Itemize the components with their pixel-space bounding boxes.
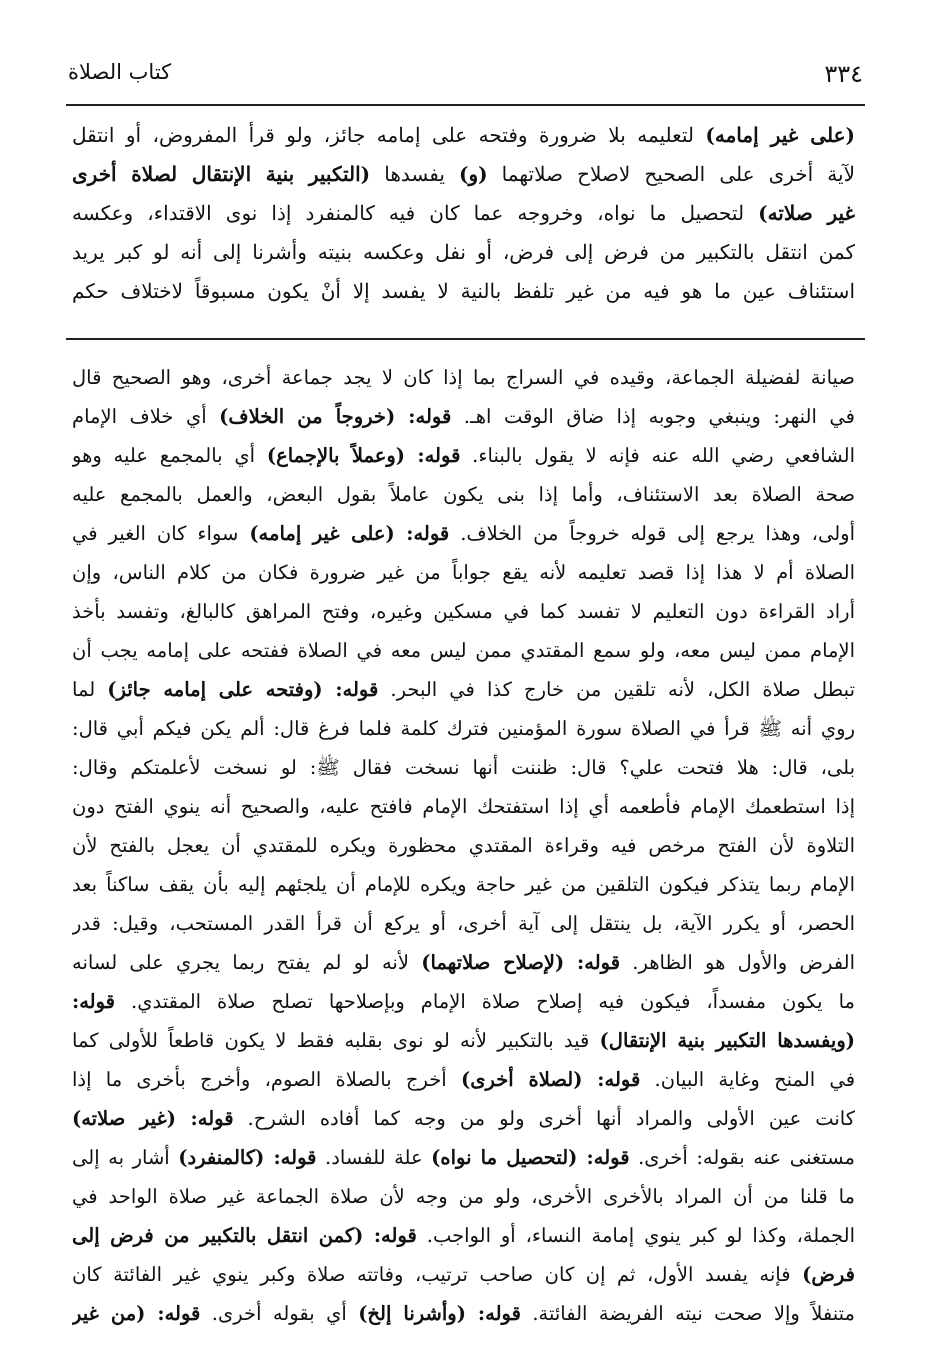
- text-run: أولى، وهذا يرجع إلى قوله خروجاً من الخلاف.: [449, 522, 855, 545]
- text-run: فإنه يفسد الأول، ثم إن كان صاحب ترتيب، وفاتته صلاة وكبر ينوي غير الفائتة كان: [72, 1263, 803, 1286]
- commentary-line: [72, 826, 855, 865]
- bold-quote: قوله:: [72, 990, 115, 1013]
- bold-quote: قوله: (لتحصيل ما نواه): [431, 1146, 630, 1169]
- bold-quote: قوله: (من غير: [72, 1302, 201, 1325]
- commentary-line: [72, 475, 855, 514]
- bold-quote: قوله: (وأشرنا إلخ): [358, 1302, 521, 1325]
- commentary-line: [72, 1216, 855, 1255]
- commentary-divider: [66, 338, 865, 340]
- bold-quote: قوله: (خروجاً من الخلاف): [219, 405, 452, 428]
- text-run: أراد القراءة دون التعليم لا تفسد كما في مسكين وغيره، وفتح المراهق كالبالغ، وتفسد بأخذ: [72, 600, 855, 623]
- commentary-line: [72, 358, 855, 397]
- bold-quote: قوله: (كالمنفرد): [178, 1146, 317, 1169]
- header-divider: [66, 104, 865, 106]
- running-title: كتاب الصلاة: [68, 60, 172, 84]
- bold-quote: (ويفسدها التكبير بنية الإنتقال): [599, 1029, 855, 1052]
- commentary-text-block: [72, 358, 855, 1333]
- text-run: روي أنه ﷺ قرأ في الصلاة سورة المؤمنين فترك كلمة فلما فرغ قال: ألم يكن فيكم أبي قال:: [72, 717, 855, 740]
- text-run: بلى، قال: هلا فتحت علي؟ قال: ظننت أنها نسخت فقال ﷺ: لو نسخت لأعلمتكم وقال:: [72, 756, 855, 779]
- main-text-line: [72, 233, 855, 272]
- text-run: كانت عين الأولى والمراد أنها أخرى ولو من وجه كما أفاده الشرح.: [233, 1107, 855, 1130]
- text-run: أخرج بالصلاة الصوم، وأخرج بأخرى ما إذا: [72, 1068, 461, 1091]
- bold-quote: قوله: (لإصلاح صلاتهما): [421, 951, 621, 974]
- text-run: أشار به إلى: [72, 1146, 179, 1169]
- main-text-line: [72, 272, 855, 311]
- commentary-line: [72, 787, 855, 826]
- commentary-line: [72, 982, 855, 1021]
- text-run: علة للفساد.: [316, 1146, 432, 1169]
- commentary-line: [72, 1060, 855, 1099]
- commentary-line: [72, 670, 855, 709]
- text-run: لتحصيل ما نواه، وخروجه عما كان فيه كالمنفرد إذا نوى الاقتداء، وعكسه: [72, 201, 759, 225]
- text-run: الصلاة أم لا هذا إذا قصد تعليمه لأنه يقع جواباً من غير ضرورة فكان من كلام الناس، وإن: [72, 561, 855, 584]
- text-run: صحة الصلاة بعد الاستئناف، وأما إذا بنى يكون عاملاً بقول البعض، والعمل بالمجمع عليه: [72, 483, 855, 506]
- text-run: صيانة لفضيلة الجماعة، وقيده في السراج بما إذا كان لا يجد جماعة أخرى، وهو الصحيح قال: [72, 366, 855, 389]
- commentary-line: [72, 865, 855, 904]
- bold-quote: قوله: (غير صلاته): [72, 1107, 234, 1130]
- commentary-line: [72, 1255, 855, 1294]
- bold-quote: فرض): [802, 1263, 855, 1286]
- text-run: ما قلنا من أن المراد بالأخرى الأخرى، ولو من وجه لأن صلاة الجماعة غير صلاة الواحد في: [72, 1185, 855, 1208]
- text-run: الفرض والأول هو الظاهر.: [620, 951, 855, 974]
- text-run: يفسدها: [370, 162, 459, 186]
- main-text-line: [72, 155, 855, 194]
- page-header: [68, 58, 863, 92]
- bold-quote: قوله: (وفتحه على إمامه جائز): [107, 678, 379, 701]
- text-run: تبطل صلاة الكل، لأنه تلقين من خارج كذا في البحر.: [378, 678, 855, 701]
- commentary-line: [72, 1177, 855, 1216]
- commentary-line: [72, 436, 855, 475]
- commentary-line: [72, 904, 855, 943]
- commentary-line: [72, 553, 855, 592]
- commentary-line: [72, 1138, 855, 1177]
- bold-quote: غير صلاته): [758, 201, 855, 225]
- text-run: سواء كان الغير في: [72, 522, 250, 545]
- commentary-line: [72, 631, 855, 670]
- text-run: أي بالمجمع عليه وهو: [72, 444, 267, 467]
- commentary-line: [72, 1294, 855, 1333]
- main-text-line: [72, 194, 855, 233]
- text-run: إذا استطعمك الإمام فأطعمه أي إذا استفتحك الإمام فافتح عليه، والصحيح أنه ينوي الفتح دون: [72, 795, 855, 818]
- bold-quote: قوله: (لصلاة أخرى): [460, 1068, 641, 1091]
- text-run: لما: [72, 678, 108, 701]
- bold-quote: (و): [458, 162, 488, 186]
- text-run: متنفلاً وإلا صحت نيته الفريضة الفائتة.: [520, 1302, 855, 1325]
- bold-quote: قوله: (وعملاً بالإجماع): [266, 444, 461, 467]
- commentary-line: [72, 514, 855, 553]
- commentary-line: [72, 943, 855, 982]
- commentary-line: [72, 592, 855, 631]
- commentary-line: [72, 709, 855, 748]
- text-run: قيد بالتكبير لأنه لو نوى بقلبه فقط لا يكون قاطعاً للأولى كما: [72, 1029, 600, 1052]
- text-run: التلاوة لأن الفتح مرخص فيه وقراءة المقتدي محظورة ويكره للمقتدي أن يعجل بالفتح لأن: [72, 834, 855, 857]
- text-run: لأنه لو لم يفتح ربما يجري على لسانه: [72, 951, 422, 974]
- commentary-line: [72, 1099, 855, 1138]
- commentary-line: [72, 748, 855, 787]
- text-run: كمن انتقل بالتكبير من فرض إلى فرض، أو نفل وعكسه بنيته وأشرنا إلى أنه لو كبر يريد: [72, 240, 855, 264]
- text-run: لتعليمه بلا ضرورة وفتحه على إمامه جائز، ولو قرأ المفروض، أو انتقل: [72, 123, 706, 147]
- page-number: ٣٣٤: [824, 60, 863, 88]
- text-run: الإمام ممن ليس معه، ولو سمع المقتدي ممن ليس معه في الصلاة ففتحه على إمامه يجب أن: [72, 639, 855, 662]
- main-text-block: [72, 116, 855, 311]
- bold-quote: قوله: (على غير إمامه): [249, 522, 450, 545]
- text-run: استئناف عين ما هو فيه من غير تلفظ بالنية لا يفسد إلا أنْ يكون مسبوقاً لاختلاف حكم: [72, 279, 855, 303]
- bold-quote: (على غير إمامه): [705, 123, 855, 147]
- text-run: لآية أخرى على الصحيح لاصلاح صلاتهما: [487, 162, 855, 186]
- commentary-line: [72, 1021, 855, 1060]
- text-run: الشافعي رضي الله عنه فإنه لا يقول بالبناء.: [460, 444, 855, 467]
- text-run: في المنح وغاية البيان.: [640, 1068, 855, 1091]
- text-run: أي خلاف الإمام: [72, 405, 220, 428]
- text-run: الإمام ربما يتذكر فيكون التلقين من غير حاجة ويكره للإمام أن يلجئهم إليه بأن يقف ساكناً بعد: [72, 873, 855, 896]
- text-run: مستغنى عنه بقوله: أخرى.: [629, 1146, 855, 1169]
- text-run: الجملة، وكذا لو كبر ينوي إمامة النساء، أو الواجب.: [416, 1224, 855, 1247]
- text-run: الحصر، أو يكرر الآية، بل ينتقل إلى آية أخرى، أو يركع أن قرأ القدر المستحب، وقيل: قدر: [72, 912, 855, 935]
- bold-quote: قوله: (كمن انتقل بالتكبير من فرض إلى: [72, 1224, 417, 1247]
- text-run: أي بقوله أخرى.: [200, 1302, 359, 1325]
- bold-quote: (التكبير بنية الإنتقال لصلاة أخرى: [72, 162, 371, 186]
- commentary-line: [72, 397, 855, 436]
- text-run: ما يكون مفسداً، فيكون فيه إصلاح صلاة الإمام وبإصلاحها تصلح صلاة المقتدي.: [115, 990, 855, 1013]
- text-run: في النهر: وينبغي وجوبه إذا ضاق الوقت اهـ.: [451, 405, 855, 428]
- main-text-line: [72, 116, 855, 155]
